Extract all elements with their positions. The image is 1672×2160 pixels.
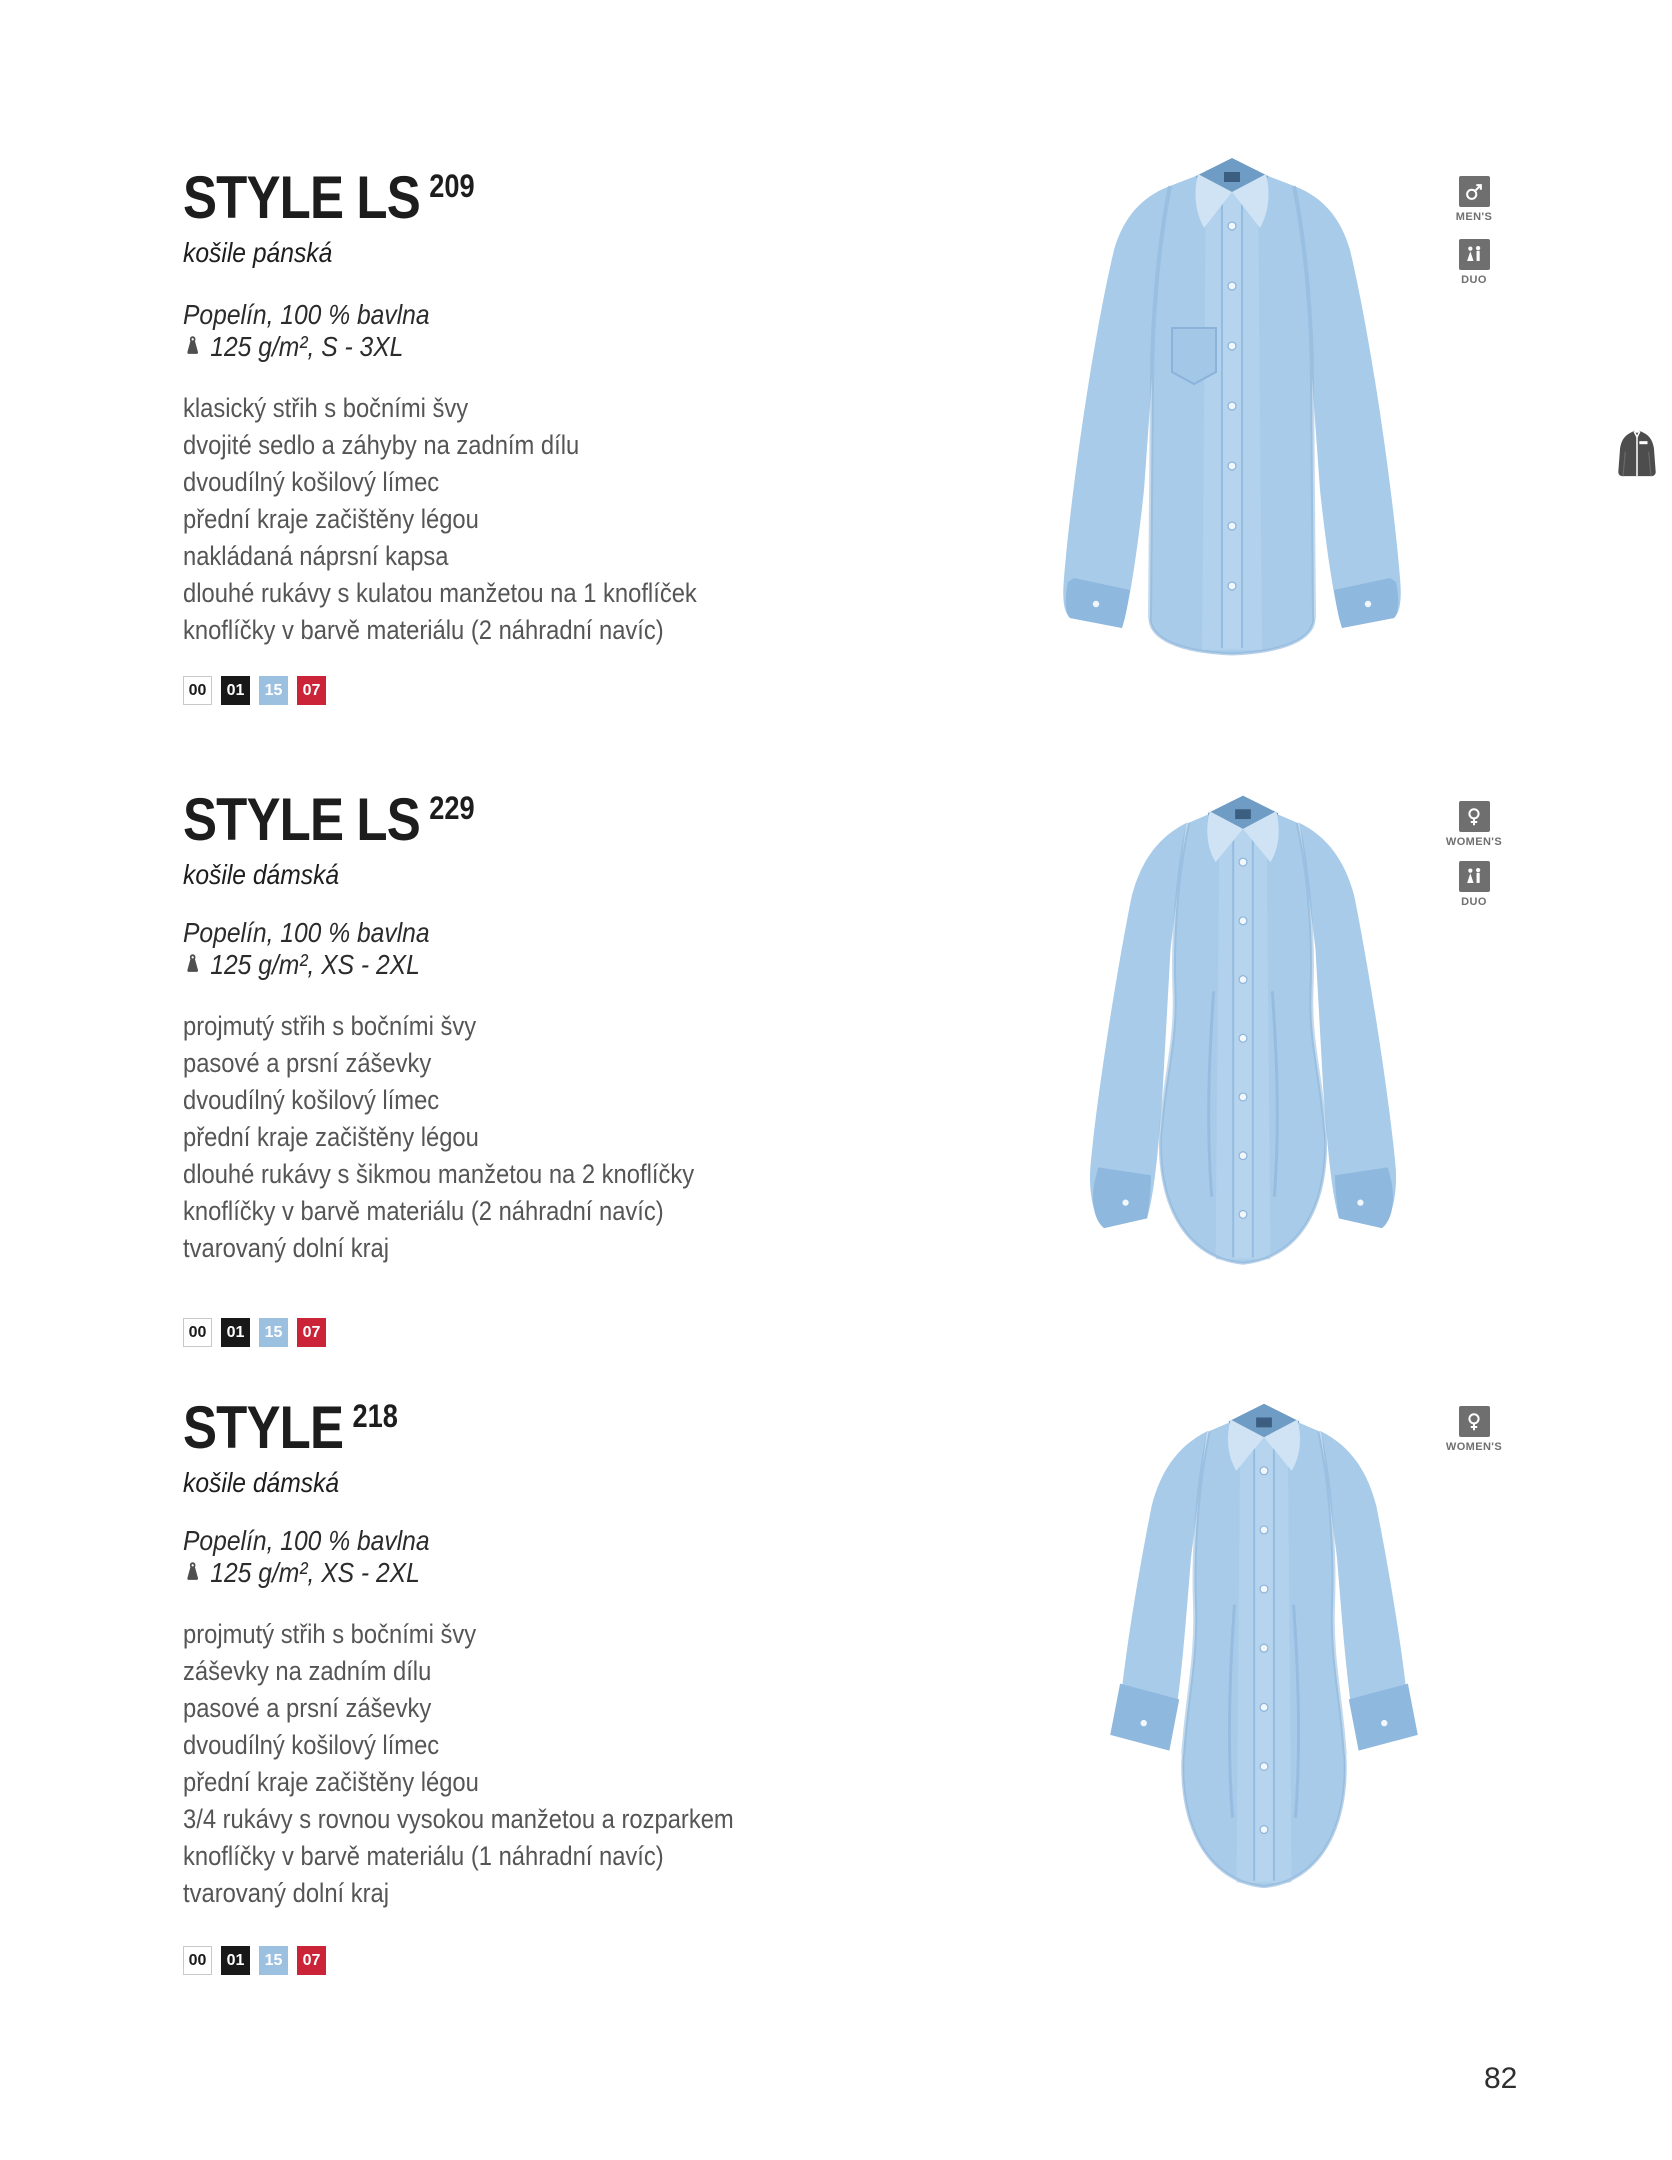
duo-icon xyxy=(1459,861,1490,892)
swatch-row xyxy=(183,1318,326,1347)
product-title: STYLE LS xyxy=(183,164,420,231)
feature-line: 3/4 rukávy s rovnou vysokou manžetou a rozparkem xyxy=(183,1804,734,1834)
feature-line: přední kraje začištěny légou xyxy=(183,1767,479,1797)
swatch-row xyxy=(183,1946,326,1975)
venus-icon xyxy=(1459,1406,1490,1437)
feature-list xyxy=(183,1008,694,1267)
feature-list xyxy=(183,1616,734,1912)
feature-line: dlouhé rukávy s šikmou manžetou na 2 knoflíčky xyxy=(183,1159,695,1189)
badge-duo xyxy=(1428,239,1520,286)
color-swatch: 01 xyxy=(221,1946,250,1975)
badge-label: WOMEN'S xyxy=(1445,1441,1503,1453)
product-code: 218 xyxy=(352,1398,398,1434)
color-swatch: 07 xyxy=(297,676,326,705)
color-swatch: 07 xyxy=(297,1946,326,1975)
color-swatch: 01 xyxy=(221,676,250,705)
badge-mens xyxy=(1428,176,1520,223)
product-title-row xyxy=(183,786,475,853)
mars-icon xyxy=(1459,176,1490,207)
material-line: Popelín, 100 % bavlna xyxy=(183,299,430,330)
badge-label: DUO xyxy=(1461,274,1487,286)
color-swatch: 07 xyxy=(297,1318,326,1347)
feature-line: přední kraje začištěny légou xyxy=(183,504,479,534)
product-subtitle: košile pánská xyxy=(183,237,333,268)
feature-line: pasové a prsní záševky xyxy=(183,1048,432,1078)
product-photo-womens-34-shirt xyxy=(1054,1384,1474,1936)
venus-icon xyxy=(1459,801,1490,832)
feature-line: dlouhé rukávy s kulatou manžetou na 1 knoflíček xyxy=(183,578,697,608)
feature-line: dvoudílný košilový límec xyxy=(183,1085,440,1115)
material-line: Popelín, 100 % bavlna xyxy=(183,1525,430,1556)
product-title-row xyxy=(183,164,475,231)
page-number: 82 xyxy=(1484,2062,1518,2095)
badge-womens xyxy=(1428,801,1520,848)
shirt-category-icon xyxy=(1616,428,1658,480)
feature-line: projmutý střih s bočními švy xyxy=(183,1619,477,1649)
weight-sizes: 125 g/m², S - 3XL xyxy=(210,331,404,362)
product-subtitle: košile dámská xyxy=(183,1467,340,1498)
product-title: STYLE xyxy=(183,1394,344,1461)
feature-line: projmutý střih s bočními švy xyxy=(183,1011,477,1041)
color-swatch: 00 xyxy=(183,1946,212,1975)
feature-line: nakládaná náprsní kapsa xyxy=(183,541,449,571)
feature-line: tvarovaný dolní kraj xyxy=(183,1233,390,1263)
badge-duo xyxy=(1428,861,1520,908)
feature-line: záševky na zadním dílu xyxy=(183,1656,432,1686)
weight-icon xyxy=(183,1560,202,1587)
feature-line: pasové a prsní záševky xyxy=(183,1693,432,1723)
feature-line: tvarovaný dolní kraj xyxy=(183,1878,390,1908)
product-title: STYLE LS xyxy=(183,786,420,853)
feature-line: klasický střih s bočními švy xyxy=(183,393,469,423)
weight-icon xyxy=(183,334,202,361)
product-title-row xyxy=(183,1394,398,1461)
badge-label: MEN'S xyxy=(1455,211,1493,223)
feature-line: dvoudílný košilový límec xyxy=(183,467,440,497)
feature-line: dvojité sedlo a záhyby na zadním dílu xyxy=(183,430,580,460)
weight-sizes: 125 g/m², XS - 2XL xyxy=(210,949,420,980)
feature-line: knoflíčky v barvě materiálu (2 náhradní navíc) xyxy=(183,1196,664,1226)
product-code: 209 xyxy=(429,168,475,204)
product-photo-womens-shirt xyxy=(1033,776,1453,1324)
badge-label: DUO xyxy=(1461,896,1487,908)
feature-line: dvoudílný košilový límec xyxy=(183,1730,440,1760)
product-subtitle: košile dámská xyxy=(183,859,340,890)
color-swatch: 15 xyxy=(259,1946,288,1975)
product-code: 229 xyxy=(429,790,475,826)
feature-list xyxy=(183,390,697,649)
color-swatch: 01 xyxy=(221,1318,250,1347)
color-swatch: 15 xyxy=(259,676,288,705)
weight-sizes: 125 g/m², XS - 2XL xyxy=(210,1557,420,1588)
weight-line xyxy=(183,949,420,981)
duo-icon xyxy=(1459,239,1490,270)
swatch-row xyxy=(183,676,326,705)
feature-line: knoflíčky v barvě materiálu (2 náhradní navíc) xyxy=(183,615,664,645)
color-swatch: 15 xyxy=(259,1318,288,1347)
badge-womens xyxy=(1428,1406,1520,1453)
feature-line: knoflíčky v barvě materiálu (1 náhradní navíc) xyxy=(183,1841,664,1871)
weight-line xyxy=(183,331,403,363)
badge-label: WOMEN'S xyxy=(1445,836,1503,848)
color-swatch: 00 xyxy=(183,676,212,705)
material-line: Popelín, 100 % bavlna xyxy=(183,917,430,948)
weight-line xyxy=(183,1557,420,1589)
feature-line: přední kraje začištěny légou xyxy=(183,1122,479,1152)
weight-icon xyxy=(183,952,202,979)
product-photo-mens-shirt xyxy=(1022,138,1442,698)
color-swatch: 00 xyxy=(183,1318,212,1347)
